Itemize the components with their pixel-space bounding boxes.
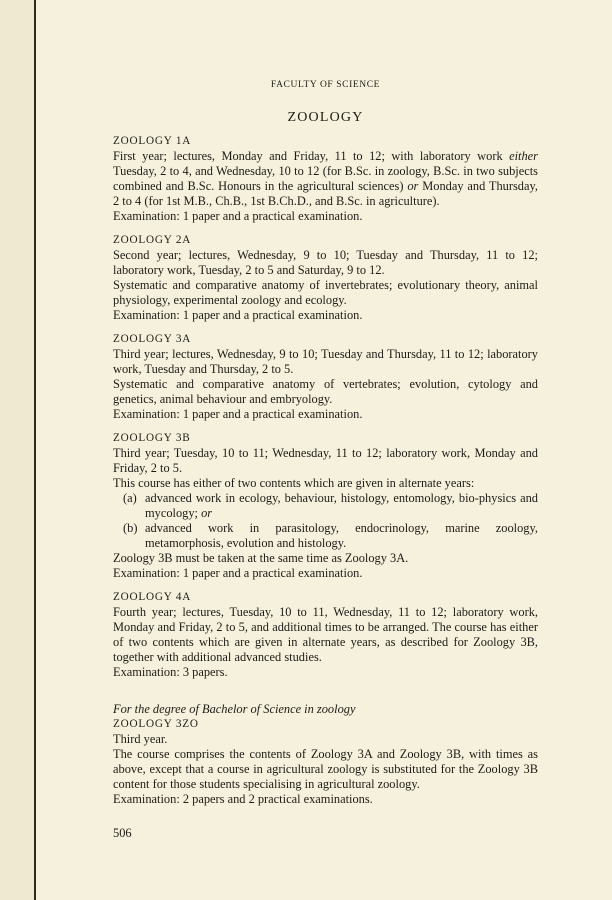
section-zoology-1a [113, 134, 538, 224]
section-examination: Examination: 1 paper and a practical examination. [113, 566, 363, 580]
section-text: Fourth year; lectures, Tuesday, 10 to 11, Wednesday, 11 to 12; laboratory work, Monday and Friday, 2 to 5, and additional times to be arranged. The course has either of two contents which are given in alternate years, as described for Zoology 3B, together with additional advanced studies. [113, 605, 538, 664]
list-text: advanced work in parasitology, endocrinology, marine zoology, metamorphosis, evolution and histology. [145, 521, 538, 550]
section-content: Systematic and comparative anatomy of vertebrates; evolution, cytology and genetics, animal behaviour and embryology. [113, 377, 538, 406]
list-item [123, 491, 538, 521]
section-schedule: Third year; Tuesday, 10 to 11; Wednesday, 11 to 12; laboratory work, Monday and Friday, 2 to 5. [113, 446, 538, 475]
list-item [123, 521, 538, 551]
schedule-text: First year; lectures, Monday and Friday, 11 to 12; with laboratory work [113, 149, 510, 163]
page-edge [0, 0, 34, 900]
page-binding-rule [34, 0, 36, 900]
section-heading: ZOOLOGY 3ZO [113, 718, 199, 730]
or-emphasis: or [201, 506, 213, 520]
section-schedule: Third year; lectures, Wednesday, 9 to 10; Tuesday and Thursday, 11 to 12; laboratory work, Tuesday and Thursday, 2 to 5. [113, 347, 538, 376]
section-note: Zoology 3B must be taken at the same time as Zoology 3A. [113, 551, 409, 565]
schedule-text: Monday and Thursday, 2 to 4 (for 1st M.B., Ch.B., 1st B.Ch.D., and B.Sc. in agriculture). [113, 179, 538, 208]
section-examination: Examination: 1 paper and a practical examination. [113, 209, 363, 223]
page-title: ZOOLOGY [287, 110, 364, 125]
degree-intro: For the degree of Bachelor of Science in zoology [113, 702, 356, 716]
section-intro: This course has either of two contents which are given in alternate years: [113, 476, 475, 490]
section-zoology-3a [113, 332, 538, 422]
page-number: 506 [113, 826, 132, 840]
section-heading: ZOOLOGY 3B [113, 432, 191, 444]
or-emphasis: or [407, 179, 419, 193]
list-marker: (a) [123, 491, 137, 505]
list-text [145, 491, 538, 521]
section-zoology-3zo [113, 702, 538, 807]
page-content [113, 78, 538, 841]
section-heading: ZOOLOGY 2A [113, 234, 192, 246]
option-text: advanced work in ecology, behaviour, histology, entomology, bio-physics and mycology; [145, 491, 538, 520]
section-heading: ZOOLOGY 3A [113, 333, 192, 345]
section-text: The course comprises the contents of Zoology 3A and Zoology 3B, with times as above, except that a course in agricultural zoology is substituted for the Zoology 3B content for those students specialising in agricultural zoology. [113, 747, 538, 791]
section-examination: Examination: 3 papers. [113, 665, 228, 679]
either-emphasis: either [509, 149, 538, 163]
section-examination: Examination: 1 paper and a practical examination. [113, 407, 363, 421]
section-zoology-3b [113, 431, 538, 581]
alternate-contents-list [113, 491, 538, 551]
section-examination: Examination: 1 paper and a practical examination. [113, 308, 363, 322]
section-year: Third year. [113, 732, 168, 746]
list-marker: (b) [123, 521, 138, 535]
section-zoology-4a [113, 590, 538, 680]
section-schedule [113, 149, 538, 209]
section-heading: ZOOLOGY 1A [113, 135, 192, 147]
running-head: FACULTY OF SCIENCE [270, 80, 381, 90]
section-examination: Examination: 2 papers and 2 practical examinations. [113, 792, 373, 806]
section-schedule: Second year; lectures, Wednesday, 9 to 10; Tuesday and Thursday, 11 to 12; laboratory work, Tuesday, 2 to 5 and Saturday, 9 to 12. [113, 248, 538, 277]
section-zoology-2a [113, 233, 538, 323]
section-content: Systematic and comparative anatomy of invertebrates; evolutionary theory, animal physiology, experimental zoology and ecology. [113, 278, 538, 307]
schedule-text: Tuesday, 2 to 4, and Wednesday, 10 to 12 (for B.Sc. in zoology, B.Sc. in two subjects combined and B.Sc. Honours in the agricultural sciences) [113, 164, 538, 193]
section-heading: ZOOLOGY 4A [113, 591, 192, 603]
